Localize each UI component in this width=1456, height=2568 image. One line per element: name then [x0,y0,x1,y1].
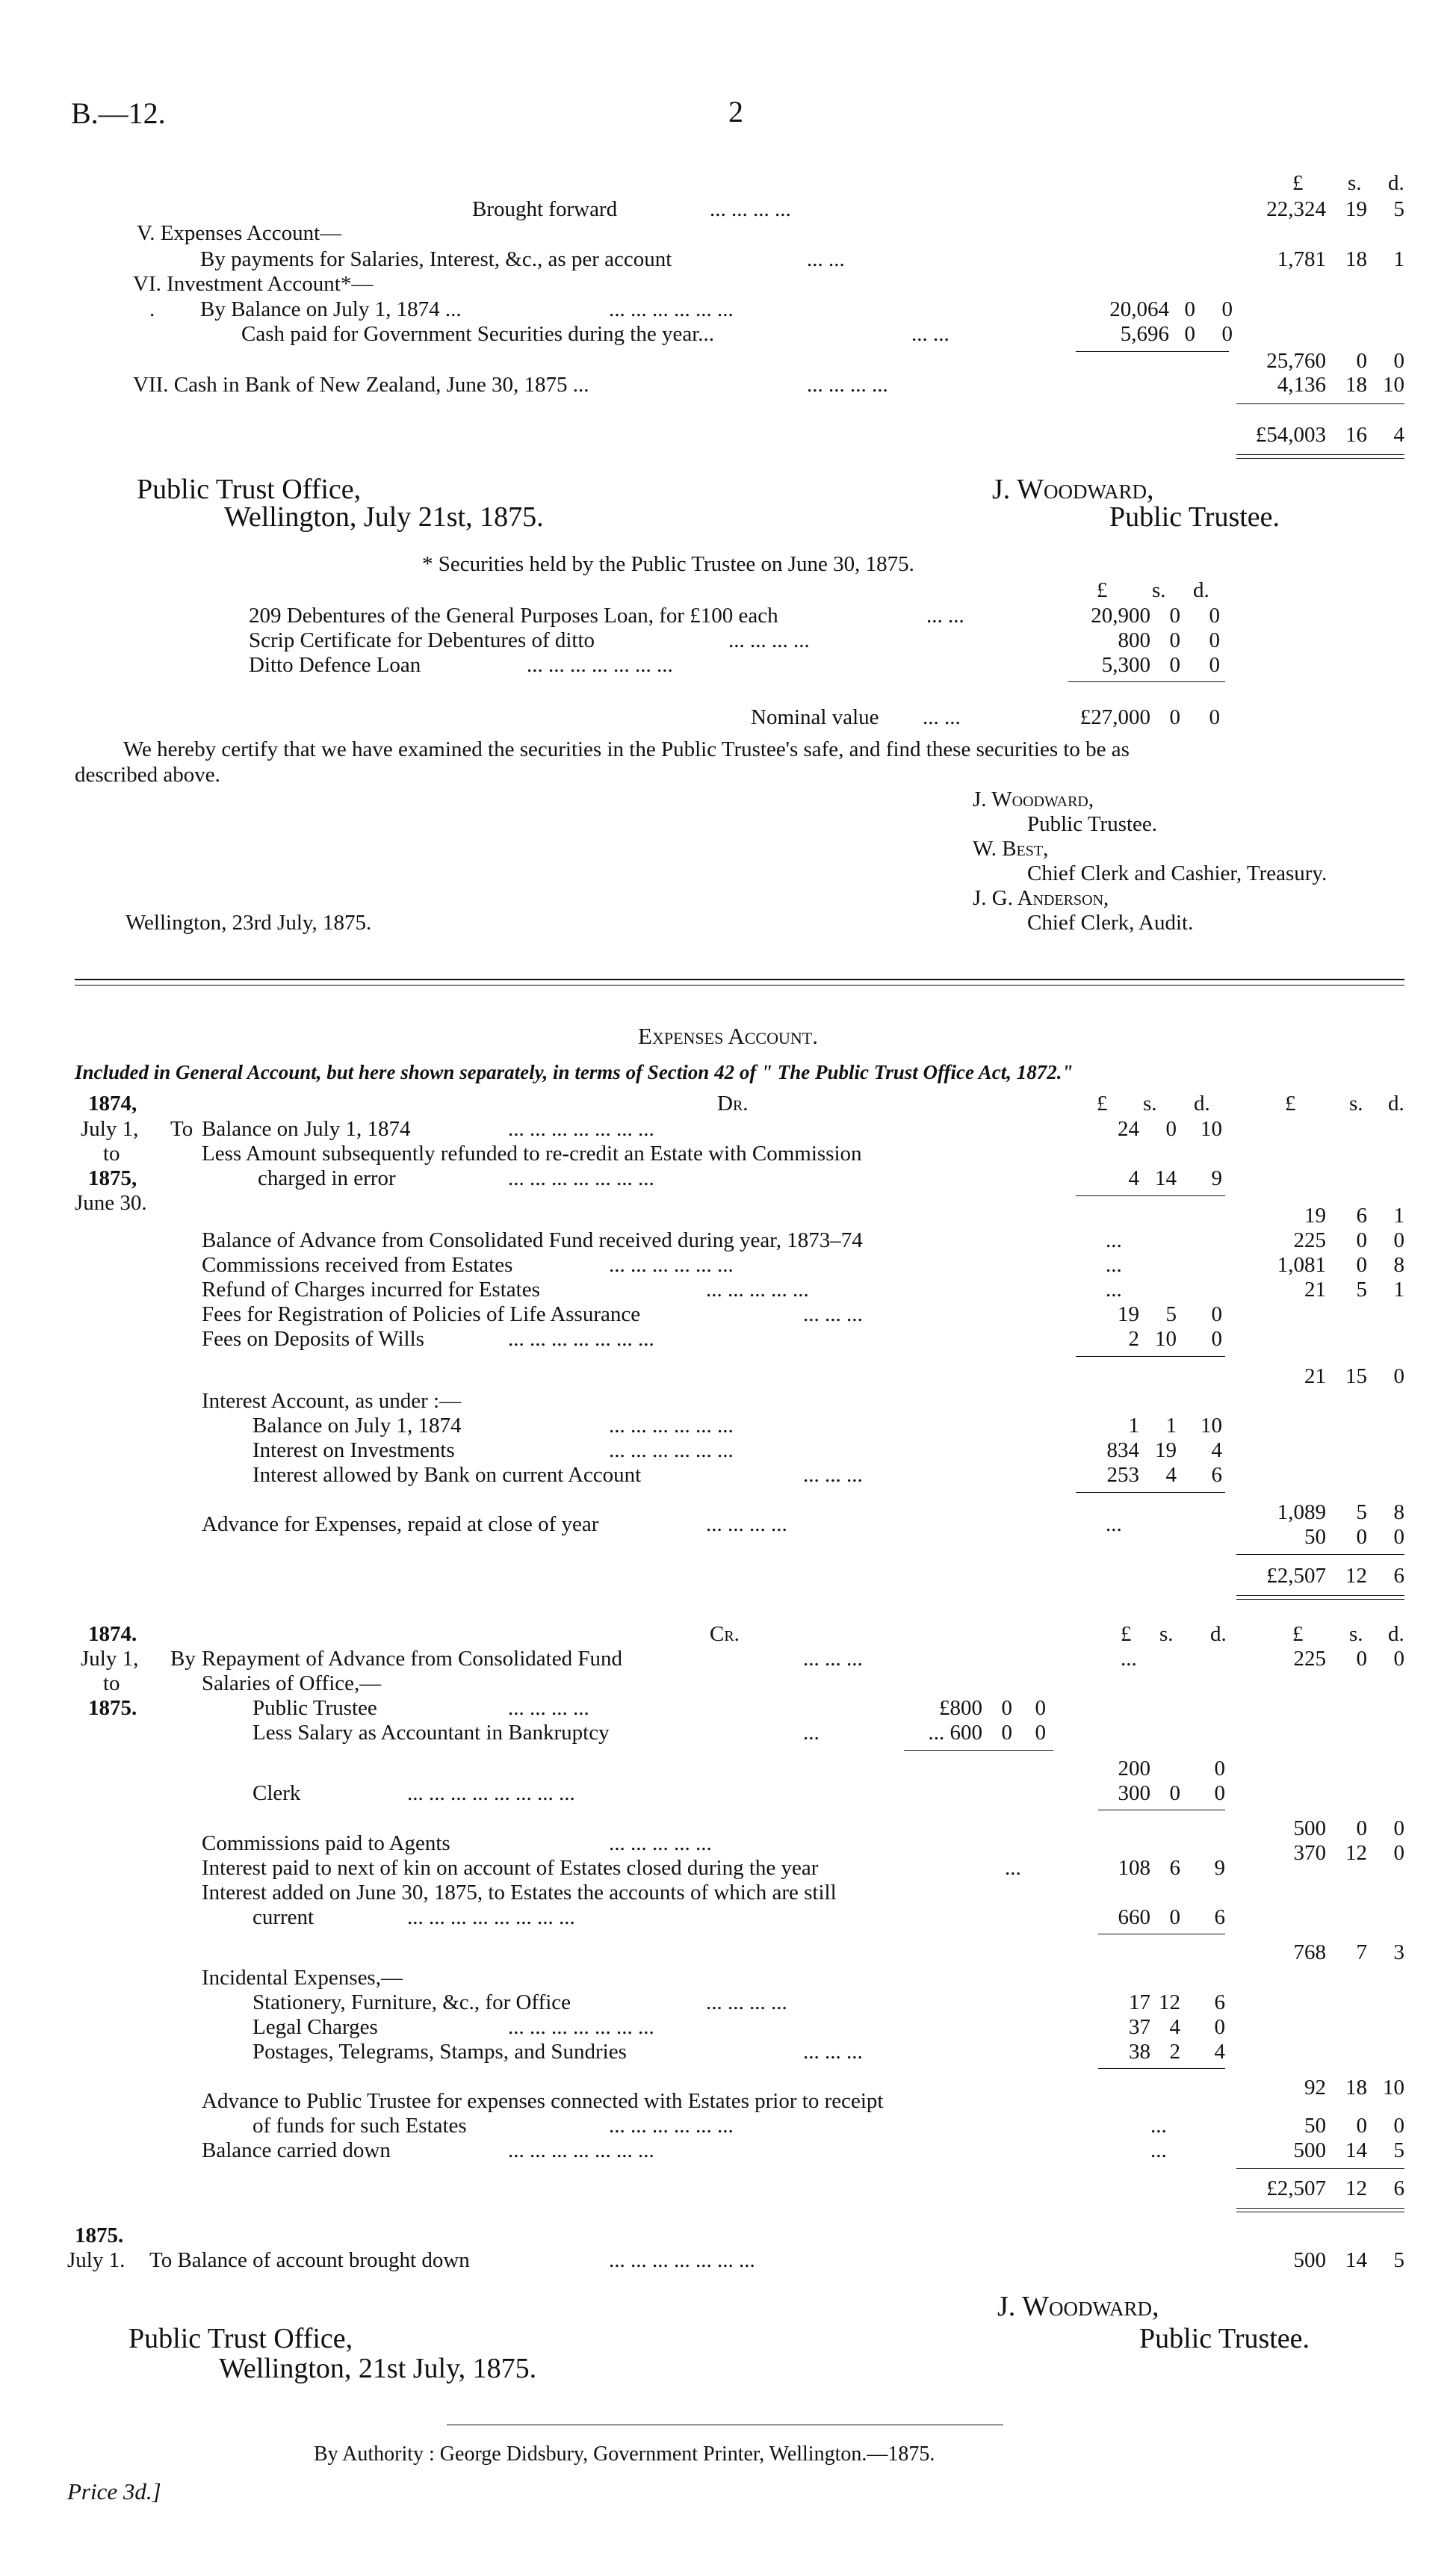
amount-shillings: 0 [1165,1117,1177,1141]
col-shillings: s. [1348,171,1362,195]
date-line: to [103,1671,120,1695]
dr-total-pence: 6 [1393,1564,1404,1588]
amount-pounds: 500 [1293,1816,1326,1840]
amount-pounds: 300 [1118,1781,1150,1805]
dr-balance-label: Balance on July 1, 1874 [202,1117,411,1141]
total-rule [1236,1554,1404,1555]
amount-shillings: 0 [1169,604,1180,628]
amount-pounds: 200 [1118,1757,1150,1780]
amount-pence: 5 [1393,2248,1404,2272]
cr-total-shillings: 12 [1345,2176,1367,2200]
dots: ... [803,1721,820,1745]
expenses-title: Expenses Account. [638,1023,818,1049]
amount-shillings: 18 [1345,247,1367,271]
amount-shillings: 10 [1155,1327,1177,1351]
incidental-heading: Incidental Expenses,— [202,1966,403,1990]
amount-pounds: 19 [1118,1302,1139,1326]
dots: ... ... ... ... ... ... [609,297,734,321]
amount-pence: 0 [1209,653,1220,677]
double-rule [1236,1595,1404,1596]
balance-down-label: Balance carried down [202,2138,391,2162]
amount-pounds: 800 [1118,628,1150,652]
amount-shillings: 0 [1356,1525,1367,1549]
col-pounds: £ [1285,1092,1296,1116]
amount-shillings: 0 [1169,705,1180,729]
date-year: 1875. [75,2224,124,2247]
brought-down-label: To Balance of account brought down [149,2248,470,2272]
printer-authority: By Authority : George Didsbury, Government Printer, Wellington.—1875. [314,2442,935,2466]
amount-shillings: 14 [1345,2248,1367,2272]
advance-label: Advance to Public Trustee for expenses connected with Estates prior to receipt [202,2089,884,2113]
col-pence: d. [1388,1092,1404,1116]
amount-pounds: 768 [1293,1940,1326,1964]
amount-shillings: 7 [1356,1940,1367,1964]
salaries-payment-label: By payments for Salaries, Interest, &c., as per account [200,247,672,271]
cash-in-bank-label: VII. Cash in Bank of New Zealand, June 30, 1875 ... [133,373,589,397]
amount-pence: 0 [1221,322,1233,346]
expenses-subtitle: Included in General Account, but here shown separately, in terms of Section 42 of " The Public Trust Office Act, 1872." [75,1061,1074,1083]
signatory-name: J. Woodward, [973,788,1094,811]
amount-pounds: 500 [1293,2248,1326,2272]
amount-pounds: 37 [1129,2015,1150,2039]
amount-pence: 10 [1201,1117,1222,1141]
dots: ... [1150,2114,1167,2138]
office-name: Public Trust Office, [137,474,362,505]
amount-pence: 0 [1393,1647,1404,1671]
brought-forward-label: Brought forward [472,197,618,221]
amount-shillings: 19 [1155,1438,1177,1462]
dots: ... ... [923,705,961,729]
amount-pence: 8 [1393,1500,1404,1524]
col-pence: d. [1194,1092,1210,1116]
amount-shillings: 0 [1169,1781,1180,1805]
dots: ... ... ... ... ... ... ... [508,2138,654,2162]
amount-pence: 0 [1211,1327,1222,1351]
dots: ... ... ... ... ... [706,1278,809,1302]
cr-total-pence: 6 [1393,2176,1404,2200]
double-rule [1236,1599,1404,1600]
grand-total-shillings: 16 [1345,423,1367,447]
signatory-title: Public Trustee. [1027,812,1158,836]
amount-shillings: 0 [1356,1647,1367,1671]
amount-pounds: 38 [1129,2040,1150,2064]
dots: ... ... ... ... [508,1696,589,1720]
double-rule [1236,2208,1404,2209]
salary-label: Public Trustee [253,1696,377,1720]
dr-item-label: Refund of Charges incurred for Estates [202,1278,540,1302]
amount-pence: 1 [1393,247,1404,271]
dots: ... ... [911,322,950,346]
fee-label: Fees on Deposits of Wills [202,1327,424,1351]
amount-pounds: 92 [1304,2076,1326,2100]
amount-pence: 10 [1201,1414,1222,1438]
dots: ... ... ... [803,1647,863,1671]
date-line: July 1, [81,1647,139,1671]
debit-marker: Dr. [717,1092,749,1116]
amount-pounds: 20,900 [1091,604,1150,628]
section-divider [75,979,1404,980]
amount-shillings: 0 [1356,349,1367,373]
amount-pence: 6 [1211,1463,1222,1487]
amount-pence: 10 [1383,373,1404,397]
dots: ... [1150,2138,1167,2162]
amount-pence: 5 [1393,197,1404,221]
amount-shillings: 0 [1356,2114,1367,2138]
amount-pence: 0 [1214,2015,1225,2039]
credit-marker: Cr. [710,1622,740,1646]
place-date: Wellington, 21st July, 1875. [219,2353,537,2384]
date-year: 1874. [88,1622,137,1646]
nominal-value-label: Nominal value [751,705,879,729]
certification-text: described above. [75,763,220,787]
amount-shillings: 0 [1356,1228,1367,1252]
dots: ... [1106,1278,1122,1302]
date-line: July 1. [67,2248,126,2272]
signatory-name: J. Woodward, [997,2291,1159,2322]
amount-pence: 0 [1393,1228,1404,1252]
price: Price 3d.] [67,2478,161,2504]
certification-date: Wellington, 23rd July, 1875. [126,911,372,935]
amount-pounds: 4 [1128,1166,1139,1190]
amount-pence: 5 [1393,2138,1404,2162]
dots: ... ... ... ... ... ... ... [508,1117,654,1141]
securities-heading: * Securities held by the Public Trustee on June 30, 1875. [422,552,914,576]
dots: ... [1121,1647,1137,1671]
section-vi-heading: VI. Investment Account*— [133,272,374,296]
page-number: 2 [728,95,743,129]
amount-shillings: 0 [1169,628,1180,652]
salaries-heading: Salaries of Office,— [202,1671,382,1695]
dots: ... [1106,1228,1122,1252]
col-shillings: s. [1152,578,1166,602]
amount-pence: 9 [1211,1166,1222,1190]
double-rule [1236,458,1404,459]
dots: ... ... ... [803,1302,863,1326]
signatory-title: Public Trustee. [1109,501,1280,533]
amount-pounds: 25,760 [1266,349,1326,373]
date-line: to [103,1142,120,1166]
subtotal-rule [1076,1492,1225,1493]
col-pounds: £ [1121,1622,1132,1646]
advance-label: Advance for Expenses, repaid at close of year [202,1512,599,1536]
date-year: 1875, [88,1166,137,1190]
signatory-title: Chief Clerk, Audit. [1027,911,1194,935]
signatory-name: W. Best, [973,837,1049,861]
amount-pence: 0 [1211,1302,1222,1326]
amount-pence: 0 [1209,628,1220,652]
interest-paid-label: Interest paid to next of kin on account of Estates closed during the year [202,1856,819,1880]
dots: ... ... [807,247,845,271]
col-pounds: £ [1292,1622,1304,1646]
incidental-label: Postages, Telegrams, Stamps, and Sundries [253,2040,627,2064]
amount-shillings: 5 [1356,1500,1367,1524]
date-line: July 1, [81,1117,139,1141]
dots: ... ... ... ... ... [609,1831,712,1855]
amount-shillings: 4 [1169,2015,1180,2039]
amount-pounds: 19 [1304,1204,1326,1228]
col-pounds: £ [1292,171,1304,195]
refund-text: Less Amount subsequently refunded to re-credit an Estate with Commission [202,1142,862,1166]
dots: ... [1106,1512,1122,1536]
section-v-heading: V. Expenses Account— [137,221,342,245]
investment-balance-label: By Balance on July 1, 1874 ... [200,297,462,321]
signatory-name: J. G. Anderson, [973,886,1109,910]
amount-pounds: 5,696 [1120,322,1169,346]
dots: ... ... ... ... ... ... [609,1253,734,1277]
amount-pounds: 4,136 [1277,373,1326,397]
dots: ... ... ... ... ... ... [609,2114,734,2138]
amount-pounds: 225 [1293,1647,1326,1671]
amount-pence: 0 [1393,1841,1404,1865]
dr-total-shillings: 12 [1345,1564,1367,1588]
dots: ... ... ... ... ... ... [609,1438,734,1462]
col-pounds: £ [1097,1092,1108,1116]
stray-mark: . [149,297,155,321]
signatory-title: Public Trustee. [1139,2323,1310,2354]
amount-pounds: 1,089 [1277,1500,1326,1524]
amount-pounds: 834 [1106,1438,1139,1462]
amount-pence: 4 [1214,2040,1225,2064]
page-reference: B.—12. [71,96,166,130]
dots: ... ... ... ... [706,1512,787,1536]
amount-shillings: 0 [1184,297,1195,321]
to-prefix: To [170,1117,193,1141]
amount-shillings: 14 [1155,1166,1177,1190]
interest-label: Balance on July 1, 1874 [253,1414,462,1438]
subtotal-rule [1068,681,1225,682]
col-shillings: s. [1159,1622,1174,1646]
interest-added-label: current [253,1905,315,1929]
amount-shillings: 5 [1165,1302,1177,1326]
dots: ... ... ... ... ... ... ... ... [407,1905,575,1929]
interest-added-label: Interest added on June 30, 1875, to Estates the accounts of which are still [202,1881,837,1905]
security-label: Scrip Certificate for Debentures of ditto [249,628,595,652]
dots: ... ... ... ... [706,1990,787,2014]
amount-shillings: 0 [1001,1696,1012,1720]
amount-pounds: 1,781 [1277,247,1326,271]
commissions-label: Commissions paid to Agents [202,1831,450,1855]
dots: ... [1005,1856,1021,1880]
date-line: June 30. [75,1191,147,1215]
repayment-label: Repayment of Advance from Consolidated Fund [202,1647,622,1671]
amount-shillings: 0 [1184,322,1195,346]
amount-pence: 0 [1393,2114,1404,2138]
amount-pence: 0 [1035,1721,1046,1745]
signatory-title: Chief Clerk and Cashier, Treasury. [1027,861,1328,885]
amount-shillings: 19 [1345,197,1367,221]
amount-pence: 1 [1393,1204,1404,1228]
amount-pence: 0 [1221,297,1233,321]
amount-pence: 8 [1393,1253,1404,1277]
amount-pence: 3 [1393,1940,1404,1964]
refund-text: charged in error [258,1166,396,1190]
amount-shillings: 0 [1169,653,1180,677]
amount-shillings: 15 [1345,1364,1367,1388]
advance-label: of funds for such Estates [253,2114,467,2138]
amount-pounds: 22,324 [1266,197,1326,221]
dots: ... ... ... ... [807,373,888,397]
amount-shillings: 1 [1165,1414,1177,1438]
date-year: 1874, [88,1092,137,1116]
amount-pounds: £800 [939,1696,982,1720]
subtotal-rule [1076,1356,1225,1357]
interest-label: Interest on Investments [253,1438,455,1462]
dots: ... ... ... ... ... ... ... [609,2248,755,2272]
total-rule [1236,2168,1404,2169]
amount-pence: 0 [1209,705,1220,729]
total-rule [1236,403,1404,404]
amount-pounds: 17 [1129,1990,1150,2014]
col-pence: d. [1210,1622,1227,1646]
amount-pence: 10 [1383,2076,1404,2100]
amount-pence: 0 [1209,604,1220,628]
dots: ... ... ... ... ... ... ... [508,2015,654,2039]
security-label: Ditto Defence Loan [249,653,421,677]
amount-shillings: 12 [1345,1841,1367,1865]
certification-text: We hereby certify that we have examined the securities in the Public Trustee's safe, and find these securities to be as [123,737,1130,761]
amount-pounds: 660 [1118,1905,1150,1929]
amount-pence: 0 [1393,1525,1404,1549]
amount-pence: 6 [1214,1905,1225,1929]
dots: ... ... ... [803,1463,863,1487]
interest-heading: Interest Account, as under :— [202,1389,462,1413]
section-divider [75,985,1404,986]
amount-pounds: 2 [1128,1327,1139,1351]
signatory-name: J. Woodward, [992,474,1154,505]
amount-pence: 0 [1214,1781,1225,1805]
amount-pounds: 1,081 [1277,1253,1326,1277]
place-date: Wellington, July 21st, 1875. [224,501,544,533]
amount-pence: 1 [1393,1278,1404,1302]
dots: ... ... ... ... ... ... ... [508,1327,654,1351]
amount-shillings: 0 [1356,1253,1367,1277]
office-name: Public Trust Office, [128,2323,353,2354]
amount-shillings: 14 [1345,2138,1367,2162]
grand-total-pounds: £54,003 [1255,423,1326,447]
amount-pounds: 1 [1128,1414,1139,1438]
dr-total-pounds: £2,507 [1266,1564,1326,1588]
incidental-label: Stationery, Furniture, &c., for Office [253,1990,571,2014]
amount-pence: 9 [1214,1856,1225,1880]
subtotal-rule [904,1750,1053,1751]
dr-item-label: Commissions received from Estates [202,1253,513,1277]
amount-pence: 0 [1393,1364,1404,1388]
amount-pounds: 225 [1293,1228,1326,1252]
amount-pounds: ... 600 [928,1721,982,1745]
subtotal-rule [1076,351,1229,352]
amount-shillings: 18 [1345,373,1367,397]
amount-pounds: £27,000 [1079,705,1150,729]
amount-pence: 0 [1035,1696,1046,1720]
col-shillings: s. [1349,1092,1363,1116]
amount-shillings: 18 [1345,2076,1367,2100]
amount-pounds: 370 [1293,1841,1326,1865]
dots: ... ... ... ... [710,197,791,221]
amount-shillings: 0 [1169,1905,1180,1929]
amount-shillings: 4 [1165,1463,1177,1487]
amount-shillings: 0 [1001,1721,1012,1745]
dots: ... ... [926,604,964,628]
grand-total-pence: 4 [1393,423,1404,447]
interest-label: Interest allowed by Bank on current Account [253,1463,642,1487]
security-label: 209 Debentures of the General Purposes Loan, for £100 each [249,604,778,628]
col-pence: d. [1388,171,1404,195]
amount-pence: 0 [1393,349,1404,373]
securities-purchased-label: Cash paid for Government Securities during the year... [241,322,715,346]
col-pounds: £ [1097,578,1108,602]
dots: ... ... ... ... ... ... [609,1414,734,1438]
col-shillings: s. [1143,1092,1157,1116]
col-pence: d. [1388,1622,1404,1646]
salary-label: Clerk [253,1781,301,1805]
amount-pounds: 500 [1293,2138,1326,2162]
amount-shillings: 12 [1159,1990,1180,2014]
amount-pounds: 50 [1304,1525,1326,1549]
amount-pounds: 24 [1118,1117,1139,1141]
cr-total-pounds: £2,507 [1266,2176,1326,2200]
incidental-label: Legal Charges [253,2015,378,2039]
amount-pence: 0 [1214,1757,1225,1780]
dots: ... ... ... ... [728,628,810,652]
amount-pounds: 50 [1304,2114,1326,2138]
salary-deduction-label: Less Salary as Accountant in Bankruptcy [253,1721,610,1745]
amount-pounds: 21 [1304,1278,1326,1302]
col-pence: d. [1193,578,1209,602]
dr-item-label: Balance of Advance from Consolidated Fund received during year, 1873–74 [202,1228,863,1252]
amount-pence: 6 [1214,1990,1225,2014]
amount-shillings: 0 [1356,1816,1367,1840]
amount-pence: 0 [1393,1816,1404,1840]
subtotal-rule [1098,2068,1225,2069]
amount-pounds: 20,064 [1109,297,1169,321]
col-shillings: s. [1349,1622,1363,1646]
amount-pounds: 108 [1118,1856,1150,1880]
dots: ... ... ... ... ... ... ... [527,653,673,677]
dots: ... ... ... ... ... ... ... [508,1166,654,1190]
dots: ... ... ... [803,2040,863,2064]
fee-label: Fees for Registration of Policies of Life Assurance [202,1302,641,1326]
amount-shillings: 2 [1169,2040,1180,2064]
amount-pounds: 21 [1304,1364,1326,1388]
amount-pence: 4 [1211,1438,1222,1462]
double-rule [1236,454,1404,455]
amount-shillings: 6 [1356,1204,1367,1228]
date-year: 1875. [88,1696,137,1720]
amount-pounds: 253 [1106,1463,1139,1487]
amount-shillings: 5 [1356,1278,1367,1302]
amount-pounds: 5,300 [1101,653,1150,677]
dots: ... [1106,1253,1122,1277]
by-prefix: By [170,1647,196,1671]
subtotal-rule [1076,1195,1225,1196]
dots: ... ... ... ... ... ... ... ... [407,1781,575,1805]
amount-shillings: 6 [1169,1856,1180,1880]
